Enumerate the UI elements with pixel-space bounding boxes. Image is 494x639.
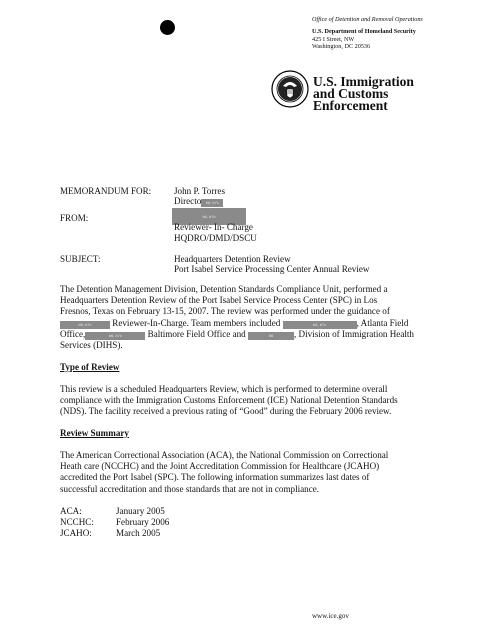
paragraph-line: This review is a scheduled Headquarters Review, which is performed to determine overall [60,384,388,394]
office-line: Office of Detention and Removal Operations [312,16,423,23]
accreditation-row [60,528,169,539]
accreditation-row [60,506,169,517]
intro-line-4-end: , Atlanta Field [356,317,409,328]
redaction-box: b6 [248,332,294,340]
intro-paragraph [60,284,460,351]
memo-from-title: Reviewer- In- Charge [174,222,253,232]
accreditation-date: March 2005 [116,528,161,539]
memo-from-org: HQDRO/DMD/DSCU [174,233,257,243]
accreditation-date: February 2006 [116,517,170,528]
intro-line: Headquarters Detention Review of the Port Isabel Service Process Center (SPC) in Los [60,295,378,306]
type-of-review-paragraph [60,384,460,418]
memo-for-name: John P. Torres [174,186,225,196]
agency-line-2: and Customs [313,86,389,101]
memo-subject-line-2: Port Isabel Service Processing Center Annual Review [174,264,370,274]
footer-url: www.ice.gov [312,612,349,620]
intro-line: Services (DIHS). [60,340,123,351]
punch-hole-mark [160,20,175,35]
type-of-review-heading: Type of Review [60,362,120,372]
memo-subject-label: SUBJECT: [60,254,101,264]
redaction-box: b6, b7c [283,321,357,329]
intro-line [60,329,460,340]
agency-line-1: U.S. Immigration [313,74,414,89]
review-summary-paragraph [60,450,460,495]
agency-name [313,76,414,112]
intro-line: The Detention Management Division, Detention Standards Compliance Unit, performed a [60,284,388,294]
dhs-seal [271,70,309,108]
memo-for-title-prefix: Directo [174,196,202,206]
accreditation-org: JCAHO: [60,528,92,539]
review-summary-heading: Review Summary [60,428,129,438]
intro-line-5-start: Office, [60,328,86,339]
paragraph-line: The American Correctional Association (ACA), the National Commission on Correctional [60,450,389,460]
paragraph-line: successful accreditation and those standards that are not in compliance. [60,483,320,494]
department-name: U.S. Department of Homeland Security [312,28,416,35]
redaction-box: b6, b7c [60,321,110,329]
dhs-seal-icon [271,70,309,108]
accreditation-date: January 2005 [116,506,165,516]
accreditation-row [60,517,169,528]
redaction-box: b6, b7c [85,332,145,340]
accreditation-org: NCCHC: [60,517,94,528]
accreditation-org: ACA: [60,506,82,516]
intro-line-5-end: , Division of Immigration Health [293,328,414,339]
redaction-box: b6, b7c [172,208,246,225]
paragraph-line: compliance with the Immigration Customs Enforcement (ICE) National Detention Standards [60,395,398,406]
agency-line-3: Enforcement [313,98,388,113]
memo-for-label: MEMORANDUM FOR: [60,186,152,196]
memo-subject-line-1: Headquarters Detention Review [174,254,291,264]
intro-line [60,318,460,329]
accreditation-list [60,506,169,540]
intro-line-5-mid: Baltimore Field Office and [147,328,246,339]
street-address: 425 I Street, NW [312,35,355,43]
city-address: Washington, DC 20536 [312,43,371,51]
memo-from-label: FROM: [60,213,89,223]
paragraph-line: (NDS). The facility received a previous rating of “Good” during the February 2006 review. [60,406,392,417]
redaction-box: b6, b7c [201,199,223,207]
intro-line-4-mid: Reviewer-In-Charge. Team members included [112,317,281,328]
paragraph-line: Heath care (NCCHC) and the Joint Accreditation Commission for Healthcare (JCAHO) [60,461,380,472]
paragraph-line: accredited the Port Isabel (SPC). The following information summarizes last dates of [60,472,370,483]
letterhead-address [312,16,482,51]
intro-line: Fresnos, Texas on February 13-15, 2007. The review was performed under the guidance of [60,306,390,317]
